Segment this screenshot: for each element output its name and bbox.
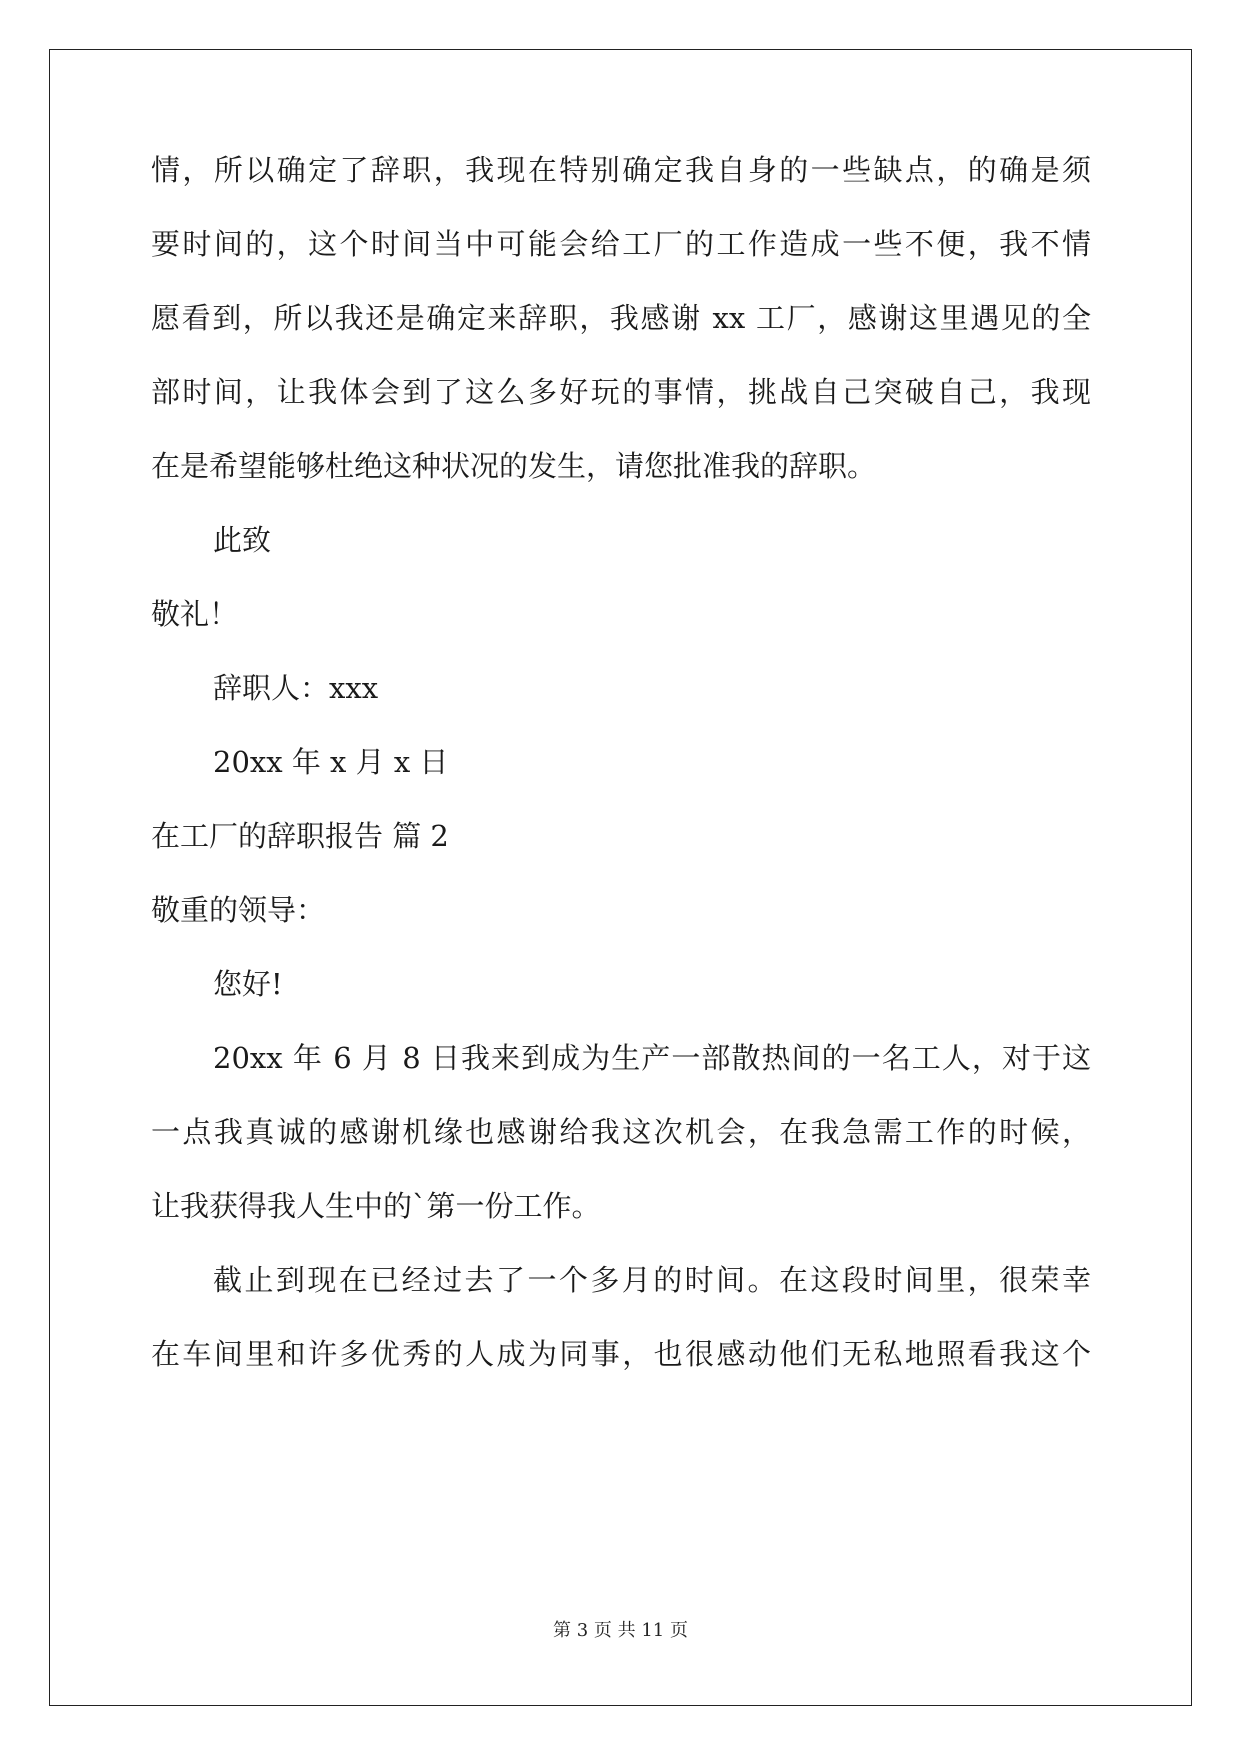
paragraph-line: 截止到现在已经过去了一个多月的时间。在这段时间里，很荣幸 xyxy=(213,1263,1091,1297)
date-line: 20xx 年 x 月 x 日 xyxy=(213,745,449,779)
paragraph-line: 愿看到，所以我还是确定来辞职，我感谢 xx 工厂，感谢这里遇见的全 xyxy=(151,301,1091,335)
paragraph-line: 在是希望能够杜绝这种状况的发生，请您批准我的辞职。 xyxy=(151,449,877,483)
paragraph-line: 一点我真诚的感谢机缘也感谢给我这次机会，在我急需工作的时候， xyxy=(151,1115,1091,1149)
signature-line: 辞职人：xxx xyxy=(213,671,379,705)
paragraph-line: 部时间，让我体会到了这么多好玩的事情，挑战自己突破自己，我现 xyxy=(151,375,1091,409)
page-number: 第 3 页 共 11 页 xyxy=(553,1620,688,1641)
closing-regards: 敬礼！ xyxy=(151,597,239,631)
paragraph-line: 要时间的，这个时间当中可能会给工厂的工作造成一些不便，我不情 xyxy=(151,227,1091,261)
section-heading: 在工厂的辞职报告 篇 2 xyxy=(151,819,449,853)
paragraph-line: 在车间里和许多优秀的人成为同事，也很感动他们无私地照看我这个 xyxy=(151,1337,1091,1371)
closing-salutation: 此致 xyxy=(213,523,272,557)
greeting-hello: 您好! xyxy=(213,967,283,1001)
greeting: 敬重的领导： xyxy=(151,893,326,927)
paragraph-line: 让我获得我人生中的`第一份工作。 xyxy=(151,1189,601,1223)
paragraph-line: 情，所以确定了辞职，我现在特别确定我自身的一些缺点，的确是须 xyxy=(151,153,1091,187)
paragraph-line: 20xx 年 6 月 8 日我来到成为生产一部散热间的一名工人，对于这 xyxy=(213,1041,1091,1075)
